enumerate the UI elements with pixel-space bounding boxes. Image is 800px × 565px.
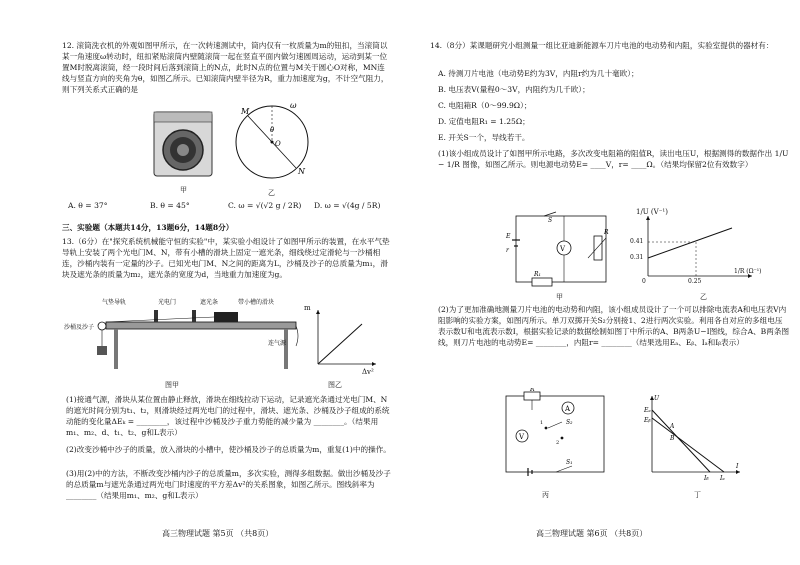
q14-graph-ylabel: 1/U (V⁻¹) xyxy=(636,208,668,216)
q14-intro: 14.（8分）某课题研究小组测量一组比亚迪新能源车刀片电池的电动势和内阻，实验室提供的器材有： xyxy=(430,41,774,50)
q13-fig-a-label: 图甲 xyxy=(165,381,179,389)
lbl-shade: 遮光条 xyxy=(200,299,219,306)
svg-text:A: A xyxy=(670,423,675,430)
svg-text:Iᵦ: Iᵦ xyxy=(704,475,709,480)
lbl-sources: 连气源 xyxy=(268,340,287,347)
svg-text:V: V xyxy=(519,433,525,441)
svg-text:Eₐ: Eₐ xyxy=(644,407,651,414)
graph-xlabel: Δv² xyxy=(362,368,374,376)
footer-right: 高三物理试题 第6页 （共8页） xyxy=(536,529,648,538)
svg-text:S₁: S₁ xyxy=(566,459,573,466)
svg-text:A: A xyxy=(565,405,571,413)
q12-text: 12. 滚筒洗衣机的外观如图甲所示，在一次转速测试中，筒内仅有一枚质量为m的钮扣，当滚筒以某一角速度ω转动时，纽扣紧贴滚筒内壁随滚筒一起在竖直平面内做匀速圆周运动，运动到某一位置M时脱离滚筒，经一段时间后落到滚筒上的N点，此时N点的位置与M关于圆心O对称，MN连线与竖直方向的夹角为θ，如图乙所示。已知滚筒内壁半径为R，重力加速度为g，不计空气阻力，则下列关系式正确的是 xyxy=(62,41,389,94)
q14-graph-xlabel: 1/R (Ω⁻¹) xyxy=(734,268,762,275)
apparatus-figure xyxy=(64,300,300,375)
washing-machine-figure xyxy=(152,110,214,180)
svg-text:N: N xyxy=(298,167,305,176)
svg-text:1: 1 xyxy=(540,420,544,426)
lbl-gates: 光电门 xyxy=(158,299,177,306)
svg-text:U: U xyxy=(654,395,660,402)
tick-031: 0.31 xyxy=(630,254,644,261)
tick-0: 0 xyxy=(642,278,646,285)
q12-fig1-label: 甲 xyxy=(180,186,187,194)
lbl-slider: 带小槽的滑块 xyxy=(238,299,275,306)
q14-fig2-label: 乙 xyxy=(700,293,707,301)
svg-text:M: M xyxy=(241,107,250,116)
q13-s2: (2)改变沙桶中沙子的质量，放入滑块的小槽中，使沙桶及沙子的总质量为m，重复(1)中的操作。 xyxy=(66,445,391,454)
svg-text:2: 2 xyxy=(556,440,560,446)
q14-item-b: B. 电压表V(量程0～3V，内阻约为几千欧）； xyxy=(438,85,590,94)
q14-item-d: D. 定值电阻R₁ = 1.25Ω； xyxy=(438,117,530,126)
svg-text:r: r xyxy=(506,247,509,254)
svg-text:R: R xyxy=(530,388,535,393)
q13-intro: 13.（6分）在"探究系统机械能守恒的实验"中，某实验小组设计了如图甲所示的装置，在水平气垫导轨上安装了两个光电门M、N，带有小槽的滑块上固定一遮光条，细线绕过定滑轮与一沙桶相连，沙桶内装有一定量的沙子。已知光电门M、N之间的距离为L，沙桶及沙子的总质量为m₁，滑块及遮光条的质量为m₂，遮光条的宽度为d，当地重力加速度为g。 xyxy=(62,237,390,279)
m-dv2-graph xyxy=(310,306,380,372)
q14-item-e: E. 开关S一个，导线若干。 xyxy=(438,133,530,142)
q14-item-c: C. 电阻箱R（0～99.9Ω）； xyxy=(438,101,532,110)
svg-text:O: O xyxy=(275,140,281,148)
q14-item-a: A. 待测刀片电池（电动势E约为3V，内阻r约为几十毫欧）； xyxy=(438,69,639,78)
lbl-airtrack: 气垫导轨 xyxy=(102,299,127,306)
svg-text:S: S xyxy=(548,217,553,224)
svg-text:V: V xyxy=(560,245,566,253)
u-i-graph xyxy=(640,392,744,480)
right-page xyxy=(412,0,800,565)
svg-text:I: I xyxy=(736,463,739,470)
q13-s1: (1)接通气源，滑块从某位置由静止释放，滑块在细线拉动下运动，记录遮光条通过光电门M、N的遮光时间分别为t₁、t₂，则滑块经过两光电门的过程中，滑块、遮光条、沙桶及沙子组成的系统动能的变化量ΔEₖ = ________，该过程中沙桶及沙子重力势能的减少量为 ________。（结果用m₁、m₂、d、t₁、t₂、g和L表示） xyxy=(66,395,390,437)
circle-figure xyxy=(232,100,312,182)
tick-041: 0.41 xyxy=(630,238,644,245)
svg-text:ω: ω xyxy=(290,101,297,110)
circuit-c-figure xyxy=(496,388,616,480)
q13-s3: (3)用(2)中的方法，不断改变沙桶内沙子的总质量m，多次实验，测得多组数据。做出沙桶及沙子的总质量m与遮光条通过两光电门时速度的平方差Δv²的关系图象，如图乙所示。图线斜率为 ________（结果用m₁、m₂、g和L表示） xyxy=(66,469,391,500)
lbl-bucket: 沙桶及沙子 xyxy=(64,324,95,331)
q12-option-d: D. ω = √(4g / 5R) xyxy=(314,201,381,210)
svg-text:E: E xyxy=(506,233,511,240)
q14-s2: (2)为了更加准确地测量刀片电池的电动势和内阻，该小组成员设计了一个可以排除电流表A和电压表V内阻影响的实验方案，如图丙所示。单刀双掷开关S₂分别接1、2进行两次实验。利用各自对应的多组电压表示数U和电流表示数I，根据实验记录的数据绘制如图丁中所示的A、B两条U−I图线，综合A、B两条图线，则刀片电池的电动势E= ________，内阻r= ________（结果选用Eₐ、Eᵦ、Iₐ和Iᵦ表示） xyxy=(438,305,790,347)
svg-text:R₁: R₁ xyxy=(534,271,541,278)
svg-text:Iₐ: Iₐ xyxy=(720,475,725,480)
q12-option-c: C. ω = √(√2 g / 2R) xyxy=(228,201,302,210)
q14-s1: (1)该小组成员设计了如图甲所示电路，多次改变电阻箱的阻值R，读出电压U，根据测得的数据作出 1/U − 1/R 图像，如图乙所示。则电源电动势E= ____V，r= ____Ω。（结果均保留2位有效数字） xyxy=(438,149,789,169)
svg-text:S₂: S₂ xyxy=(566,419,573,426)
svg-text:θ: θ xyxy=(270,126,275,134)
svg-text:Eᵦ: Eᵦ xyxy=(644,417,651,424)
tick-025: 0.25 xyxy=(688,278,702,285)
q14-fig3-label: 丙 xyxy=(542,491,549,499)
q12-option-b: B. θ = 45° xyxy=(150,201,190,210)
footer-left: 高三物理试题 第5页 （共8页） xyxy=(162,529,274,538)
q13-fig-b-label: 图乙 xyxy=(328,381,342,389)
svg-text:R: R xyxy=(604,229,609,236)
inverse-u-r-graph xyxy=(628,212,758,288)
q14-fig4-label: 丁 xyxy=(694,491,701,499)
graph-ylabel: m xyxy=(304,304,311,312)
svg-text:B: B xyxy=(670,435,675,442)
q14-fig1-label: 甲 xyxy=(556,293,563,301)
section3-heading: 三、实验题（本题共14分，13题6分，14题8分） xyxy=(62,223,234,232)
circuit-a-figure xyxy=(504,210,614,290)
q12-option-a: A. θ = 37° xyxy=(68,201,108,210)
q12-fig2-label: 乙 xyxy=(268,189,275,197)
